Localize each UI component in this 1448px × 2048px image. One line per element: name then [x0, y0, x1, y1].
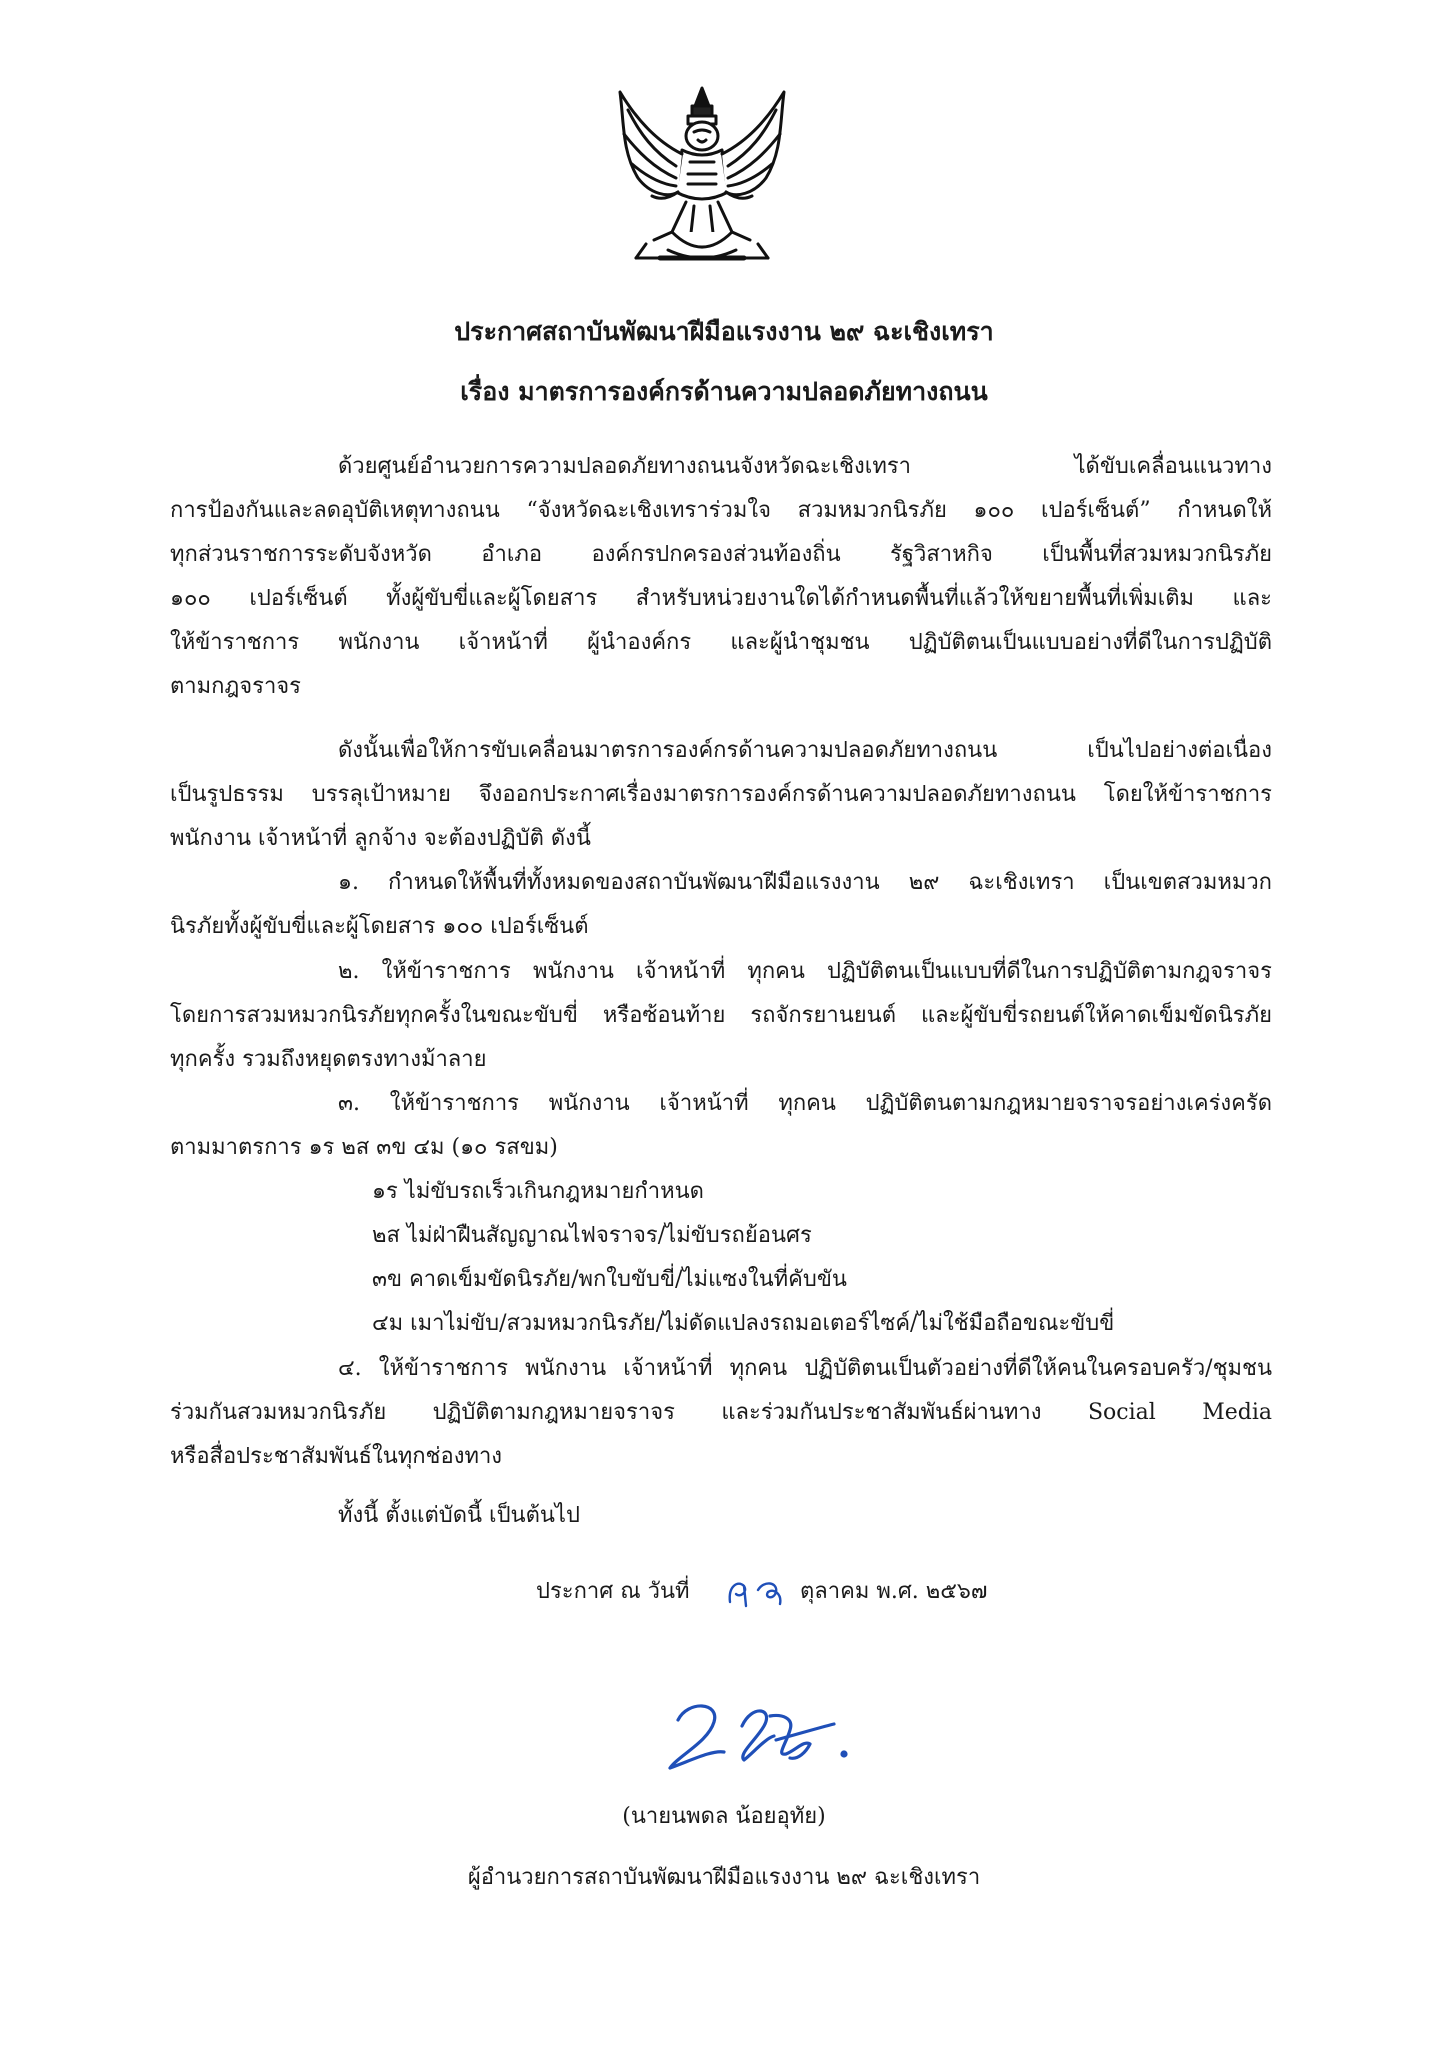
date-suffix: ตุลาคม พ.ศ. ๒๕๖๗ [800, 1579, 988, 1604]
document-title: ประกาศสถาบันพัฒนาฝีมือแรงงาน ๒๙ ฉะเชิงเทรา [454, 317, 994, 346]
handwritten-day-icon [724, 1572, 796, 1612]
measure-3k: ๓ข คาดเข็มขัดนิรภัย/พกใบขับขี่/ไม่แซงในที่คับขัน [372, 1267, 847, 1292]
paragraph-2-line-2: เป็นรูปธรรม บรรลุเป้าหมาย จึงออกประกาศเรื่องมาตรการองค์กรด้านความปลอดภัยทางถนน โดยให้ข้าราชการ [170, 782, 1272, 807]
paragraph-2-line-1: ดังนั้นเพื่อให้การขับเคลื่อนมาตรการองค์กรด้านความปลอดภัยทางถนน เป็นไปอย่างต่อเนื่อง [338, 738, 1272, 763]
measure-2s: ๒ส ไม่ฝ่าฝืนสัญญาณไฟจราจร/ไม่ขับรถย้อนศร [372, 1223, 812, 1248]
paragraph-1-line-5: ให้ข้าราชการ พนักงาน เจ้าหน้าที่ ผู้นำองค์กร และผู้นำชุมชน ปฏิบัติตนเป็นแบบอย่างที่ดีในการปฏิบัติ [170, 630, 1272, 655]
item-4-line-2: ร่วมกันสวมหมวกนิรภัย ปฏิบัติตามกฎหมายจราจร และร่วมกันประชาสัมพันธ์ผ่านทาง Social Media [170, 1400, 1272, 1425]
item-1-line-2: นิรภัยทั้งผู้ขับขี่และผู้โดยสาร ๑๐๐ เปอร์เซ็นต์ [170, 914, 589, 939]
item-1-line-1: ๑. กำหนดให้พื้นที่ทั้งหมดของสถาบันพัฒนาฝีมือแรงงาน ๒๙ ฉะเชิงเทรา เป็นเขตสวมหมวก [338, 870, 1272, 895]
date-prefix: ประกาศ ณ วันที่ [536, 1579, 690, 1604]
document-subject: เรื่อง มาตรการองค์กรด้านความปลอดภัยทางถนน [460, 377, 988, 406]
signer-name: (นายนพดล น้อยอุทัย) [622, 1804, 826, 1829]
handwritten-signature-icon [658, 1690, 858, 1780]
closing-text: ทั้งนี้ ตั้งแต่บัดนี้ เป็นต้นไป [338, 1503, 580, 1528]
item-2-line-1: ๒. ให้ข้าราชการ พนักงาน เจ้าหน้าที่ ทุกคน ปฏิบัติตนเป็นแบบที่ดีในการปฏิบัติตามกฎจราจร [338, 959, 1272, 984]
paragraph-1-line-6: ตามกฎจราจร [170, 674, 302, 699]
item-3-line-1: ๓. ให้ข้าราชการ พนักงาน เจ้าหน้าที่ ทุกคน ปฏิบัติตนตามกฎหมายจราจรอย่างเคร่งครัด [338, 1091, 1272, 1116]
signer-position: ผู้อำนวยการสถาบันพัฒนาฝีมือแรงงาน ๒๙ ฉะเชิงเทรา [467, 1865, 981, 1890]
measure-4m: ๔ม เมาไม่ขับ/สวมหมวกนิรภัย/ไม่ดัดแปลงรถมอเตอร์ไซค์/ไม่ใช้มือถือขณะขับขี่ [372, 1311, 1115, 1336]
paragraph-1-line-1: ด้วยศูนย์อำนวยการความปลอดภัยทางถนนจังหวัดฉะเชิงเทรา ได้ขับเคลื่อนแนวทาง [338, 454, 1272, 479]
item-2-line-2: โดยการสวมหมวกนิรภัยทุกครั้งในขณะขับขี่ หรือซ้อนท้าย รถจักรยานยนต์ และผู้ขับขี่รถยนต์ให้คาดเข็มขัดนิรภัย [170, 1003, 1272, 1028]
item-4-line-3: หรือสื่อประชาสัมพันธ์ในทุกช่องทาง [170, 1444, 503, 1469]
item-4-line-1: ๔. ให้ข้าราชการ พนักงาน เจ้าหน้าที่ ทุกคน ปฏิบัติตนเป็นตัวอย่างที่ดีให้คนในครอบครัว/ชุมชน [338, 1356, 1272, 1381]
paragraph-1-line-4: ๑๐๐ เปอร์เซ็นต์ ทั้งผู้ขับขี่และผู้โดยสาร สำหรับหน่วยงานใดได้กำหนดพื้นที่แล้วให้ขยายพื้นที่เพิ่มเติม และ [170, 586, 1272, 611]
item-3-line-2: ตามมาตรการ ๑ร ๒ส ๓ข ๔ม (๑๐ รสขม) [170, 1135, 558, 1160]
paragraph-2-line-3: พนักงาน เจ้าหน้าที่ ลูกจ้าง จะต้องปฏิบัติ ดังนี้ [170, 826, 591, 851]
item-2-line-3: ทุกครั้ง รวมถึงหยุดตรงทางม้าลาย [170, 1047, 487, 1072]
measure-1r: ๑ร ไม่ขับรถเร็วเกินกฎหมายกำหนด [372, 1179, 704, 1204]
paragraph-1-line-2: การป้องกันและลดอุบัติเหตุทางถนน “จังหวัดฉะเชิงเทราร่วมใจ สวมหมวกนิรภัย ๑๐๐ เปอร์เซ็นต์” กำหนดให้ [170, 498, 1272, 523]
garuda-emblem-icon [598, 82, 806, 272]
paragraph-1-line-3: ทุกส่วนราชการระดับจังหวัด อำเภอ องค์กรปกครองส่วนท้องถิ่น รัฐวิสาหกิจ เป็นพื้นที่สวมหมวกนิรภัย [170, 542, 1272, 567]
